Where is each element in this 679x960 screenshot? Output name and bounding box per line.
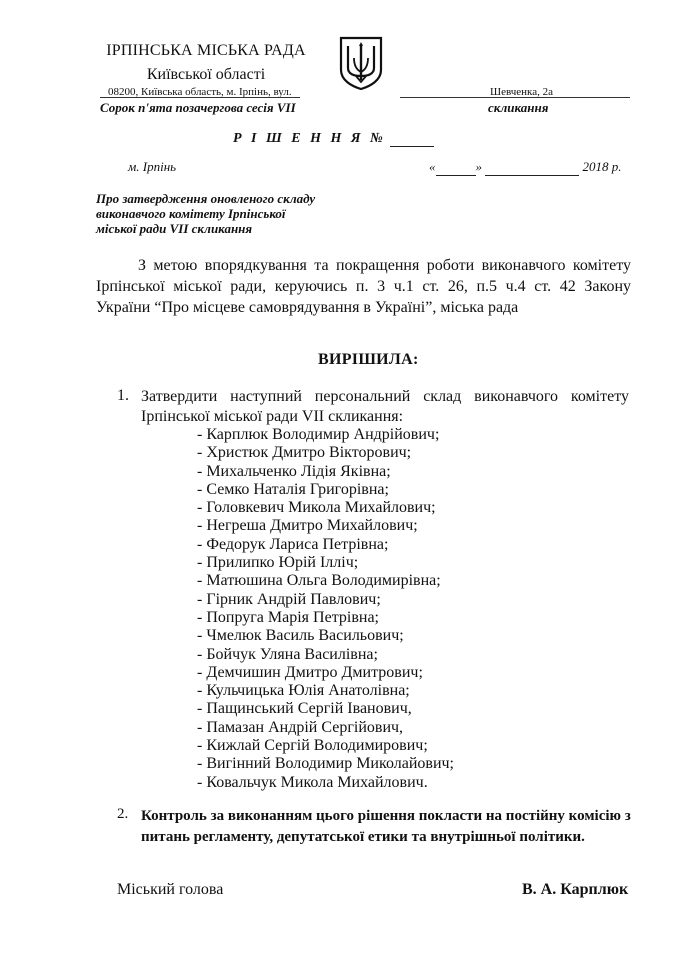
item-1-number: 1. [117,387,129,404]
preamble [96,255,631,318]
decision-city: м. Ірпінь [128,159,177,174]
item-2-line: Контроль за виконанням цього рішення покласти на постійну комісію з [141,808,631,824]
resolved-heading: ВИРІШИЛА: [318,351,419,368]
committee-members-list [197,426,454,792]
item-1-line: Затвердити наступний персональний склад виконавчого комітету [141,388,629,405]
member-item: - Матюшина Ольга Володимирівна; [197,572,441,590]
header-rule-left [100,97,300,98]
member-item: - Головкевич Микола Михайлович; [197,499,436,517]
decision-subject [96,191,376,236]
member-item: - Ковальчук Микола Михайлович. [197,773,428,791]
member-item: - Вигінний Володимир Миколайович; [197,755,454,773]
item-2-line: питань регламенту, депутатської етики та внутрішньої політики. [141,829,585,845]
member-item: - Памазан Андрій Сергійович, [197,718,404,736]
tryzub-coat-of-arms-icon [338,36,384,90]
preamble-line: Ірпінської міської ради, керуючись п. 3 ч.1 ст. 26, п.5 ч.4 ст. 42 Закону [96,278,631,295]
member-item: - Прилипко Юрій Ілліч; [197,554,359,572]
decision-title: Р І Ш Е Н Н Я № [233,130,434,147]
address-left: 08200, Київська область, м. Ірпінь, вул. [108,86,292,98]
subject-line: Про затвердження оновленого складу [96,191,316,206]
council-region: Київської області [146,66,266,83]
member-item: - Федорук Лариса Петрівна; [197,535,389,553]
date-day-blank [436,159,476,176]
member-item: - Чмелюк Василь Васильович; [197,627,404,645]
item-1-text [141,387,629,427]
subject-line: виконавчого комітету Ірпінської [96,206,286,221]
item-2-number: 2. [117,806,129,822]
convocation-label: скликання [488,100,549,115]
session-label: Сорок п'ята позачергова сесія VII [100,100,296,115]
member-item: - Попруга Марія Петрівна; [197,608,379,626]
decision-date: « » 2018 р. [429,159,622,174]
council-name: ІРПІНСЬКА МІСЬКА РАДА [106,42,306,59]
item-1-line: Ірпінської міської ради VII скликання: [141,408,404,425]
member-item: - Гірник Андрій Павлович; [197,590,381,608]
member-item: - Демчишин Дмитро Дмитрович; [197,663,423,681]
signature-name: В. А. Карплюк [522,881,629,898]
member-item: - Карплюк Володимир Андрійович; [197,426,440,443]
preamble-line: З метою впорядкування та покращення роботи виконавчого комітету [138,257,631,274]
member-item: - Христюк Дмитро Вікторович; [197,444,412,462]
member-item: - Бойчук Уляна Василівна; [197,645,378,663]
address-right: Шевченка, 2а [490,86,553,98]
subject-line: міської ради VII скликання [96,221,253,236]
date-month-blank [485,159,579,176]
member-item: - Кульчицька Юлія Анатолівна; [197,682,410,700]
member-item: - Михальченко Лідія Яківна; [197,462,391,480]
item-2-text [141,806,629,848]
decision-number-blank [390,130,434,147]
signature-position: Міський голова [117,881,224,898]
member-item: - Пащинський Сергій Іванович, [197,700,412,718]
preamble-line: України “Про місцеве самоврядування в Україні”, міська рада [96,299,519,316]
member-item: - Негреша Дмитро Михайлович; [197,517,418,535]
member-item: - Кижлай Сергій Володимирович; [197,737,428,755]
header-rule-right [400,97,630,98]
member-item: - Семко Наталія Григорівна; [197,480,389,498]
